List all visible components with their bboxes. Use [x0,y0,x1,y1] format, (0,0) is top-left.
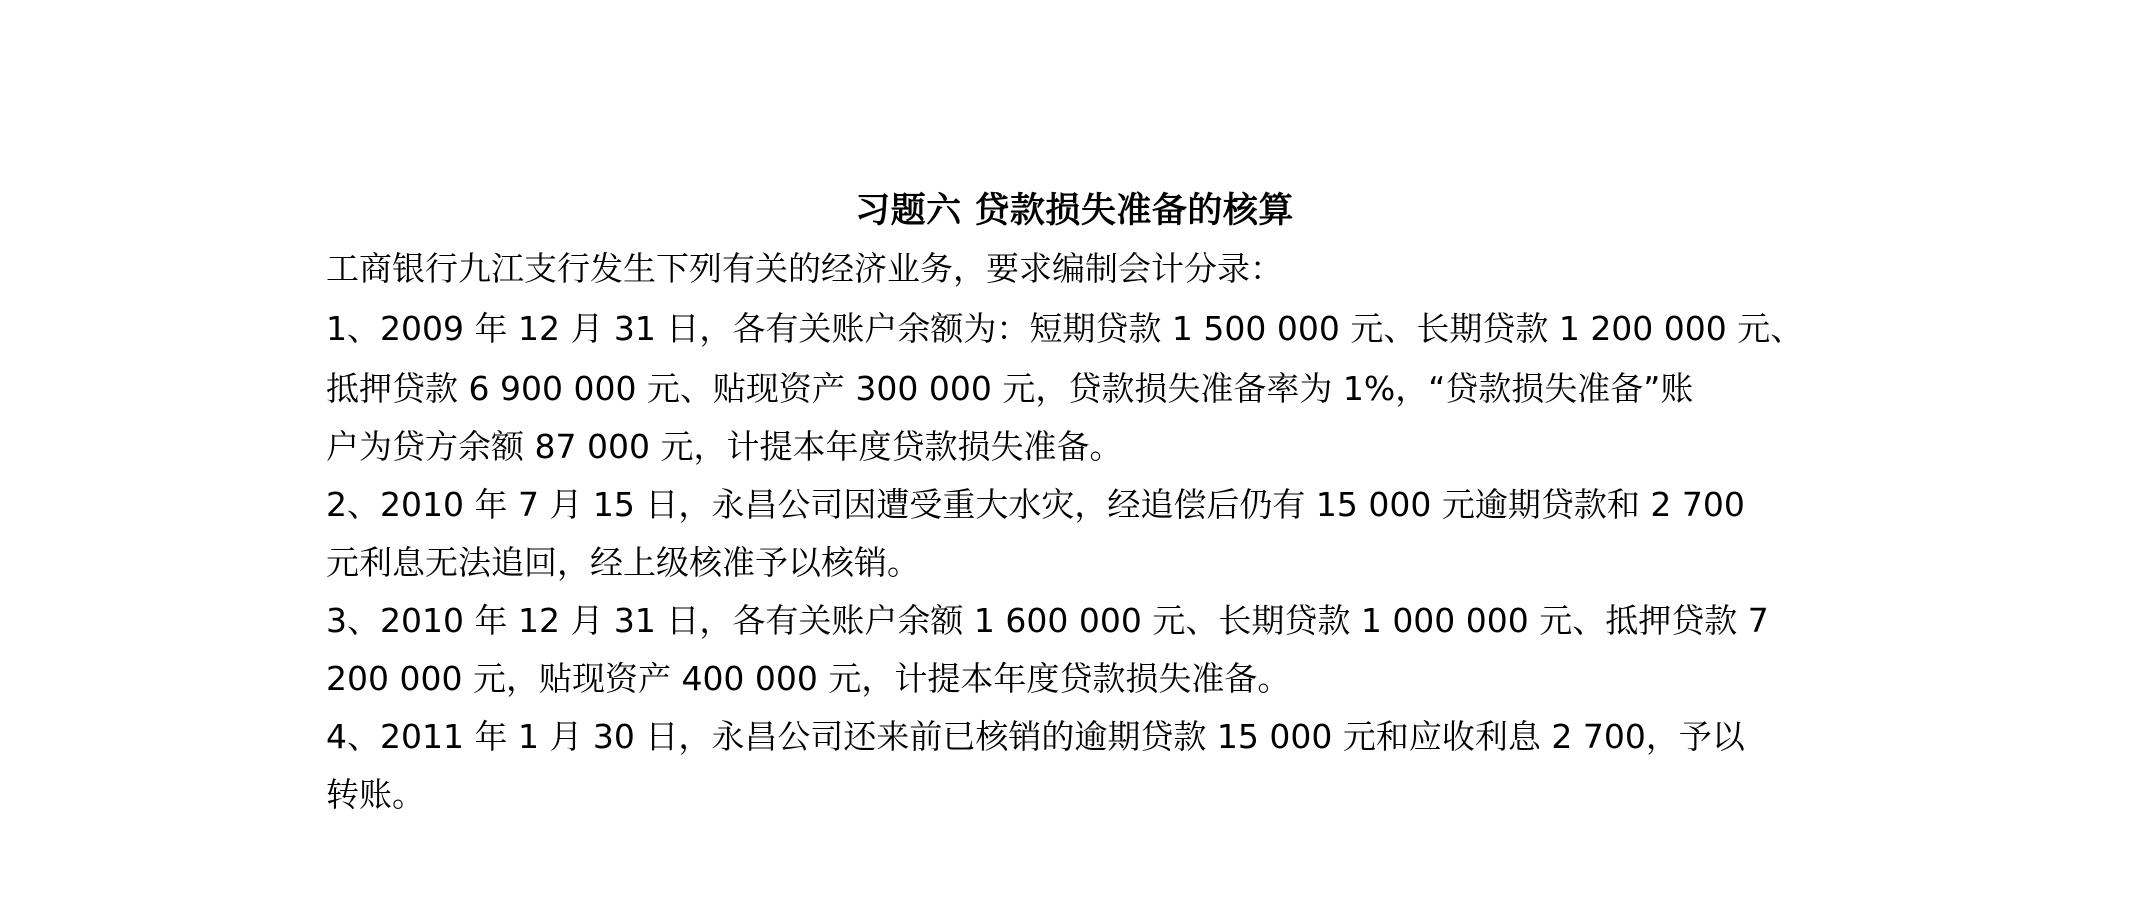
item-1-line-3: 户为贷方余额 87 000 元，计提本年度贷款损失准备。 [326,427,1123,466]
item-4-line-1: 4、2011 年 1 月 30 日，永昌公司还来前已核销的逾期贷款 15 000 元和应收利息 2 700，予以 [326,717,1745,756]
item-2-line-2: 元利息无法追回，经上级核准予以核销。 [326,543,920,582]
item-3-line-2: 200 000 元，贴现资产 400 000 元，计提本年度贷款损失准备。 [326,659,1291,698]
item-3-line-1: 3、2010 年 12 月 31 日，各有关账户余额 1 600 000 元、长期贷款 1 000 000 元、抵押贷款 7 [326,601,1769,640]
intro-line: 工商银行九江支行发生下列有关的经济业务，要求编制会计分录： [326,249,1283,288]
item-1-line-2: 抵押贷款 6 900 000 元、贴现资产 300 000 元，贷款损失准备率为 1%，“贷款损失准备”账 [326,369,1694,408]
item-2-line-1: 2、2010 年 7 月 15 日，永昌公司因遭受重大水灾，经追偿后仍有 15 000 元逾期贷款和 2 700 [326,485,1745,524]
document-title: 习题六 贷款损失准备的核算 [855,191,1294,231]
item-4-line-2: 转账。 [326,775,425,814]
item-1-line-1: 1、2009 年 12 月 31 日，各有关账户余额为：短期贷款 1 500 000 元、长期贷款 1 200 000 元、 [326,309,1804,348]
